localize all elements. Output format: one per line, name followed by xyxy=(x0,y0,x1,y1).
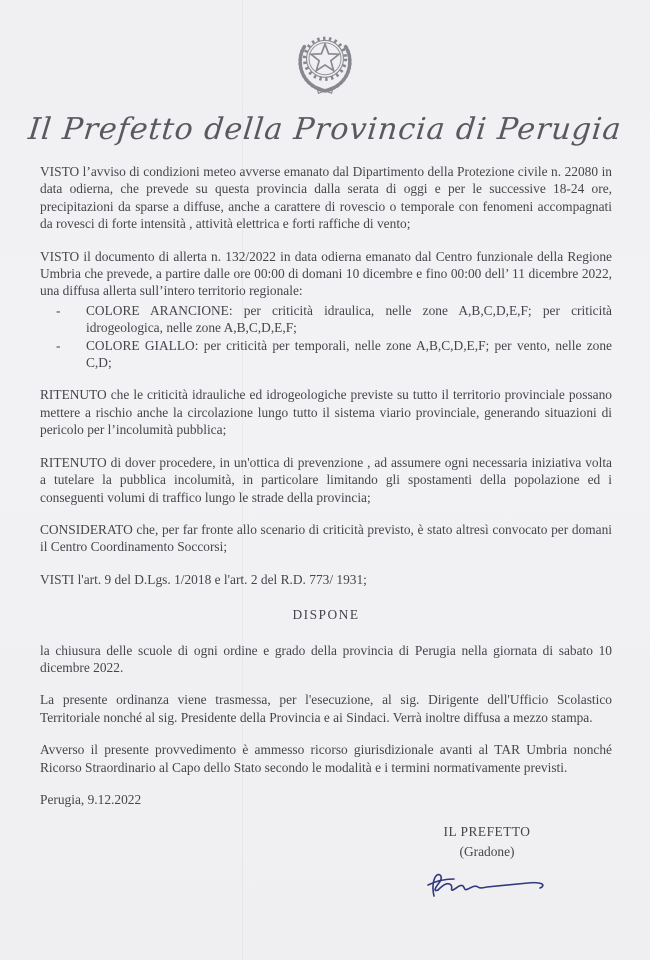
paragraph-visto-avviso: VISTO l’avviso di condizioni meteo avverse emanato dal Dipartimento della Protezione civile n. 22080 in data odierna, che prevede su questa provincia dalla serata di oggi e per le successive 18-24 ore, precipitazioni da sparse a diffuse, anche a carattere di rovescio o temporale con fenomeni accompagnati da rovesci di forte intensità , attività elettrica e forti raffiche di vento; xyxy=(40,164,612,232)
paragraph-visti: VISTI l'art. 9 del D.Lgs. 1/2018 e l'art. 2 del R.D. 773/ 1931; xyxy=(40,571,367,587)
letterhead-title: Il Prefetto della Provincia di Perugia xyxy=(26,112,624,147)
list-item-colore-arancione xyxy=(40,302,612,337)
list-dash-marker: - xyxy=(56,302,61,318)
paragraph-considerato: CONSIDERATO che, per far fronte allo scenario di criticità previsto, è stato altresì convocato per domani il Centro Coordinamento Soccorsi; xyxy=(40,521,612,555)
italian-republic-emblem-icon xyxy=(283,26,367,108)
paragraph-ritenuto-1: RITENUTO che le criticità idrauliche ed idrogeologiche previste su tutto il territorio provinciale possano mettere a rischio anche la circolazione lungo tutto il sistema viario provinciale, generando situazioni di pericolo per l’incolumità pubblica; xyxy=(40,387,612,438)
list-item-text: COLORE GIALLO: per criticità per temporali, nelle zone A,B,C,D,E,F; per vento, nelle zone C,D; xyxy=(86,337,612,371)
paragraph-disposizione: la chiusura delle scuole di ogni ordine e grado della provincia di Perugia nella giornata di sabato 10 dicembre 2022. xyxy=(40,642,612,675)
paragraph-visto-allerta: VISTO il documento di allerta n. 132/2022 in data odierna emanato dal Centro funzionale della Regione Umbria che prevede, a partire dalle ore 00:00 di domani 10 dicembre e fino 00:00 dell’ 11 dicembre 2022, una diffusa allerta sull’intero territorio regionale: xyxy=(40,248,612,299)
paragraph-ritenuto-2: RITENUTO di dover procedere, in un'ottica di prevenzione , ad assumere ogni necessaria iniziativa volta a tutelare la pubblica incolumità, in particolare limitando gli spostamenti della popolazione ed i conseguenti volumi di traffico lungo le strade della provincia; xyxy=(40,454,612,505)
signatory-role: IL PREFETTO xyxy=(443,824,531,840)
handwritten-signature-icon xyxy=(406,866,582,910)
list-dash-marker: - xyxy=(56,337,61,353)
paragraph-trasmissione: La presente ordinanza viene trasmessa, per l'esecuzione, al sig. Dirigente dell'Ufficio Scolastico Territoriale nonché al sig. Presidente della Provincia e ai Sindaci. Verrà inoltre diffusa a mezzo stampa. xyxy=(40,692,612,725)
list-item-text: COLORE ARANCIONE: per criticità idraulica, nelle zone A,B,C,D,E,F; per criticità idrogeologica, nelle zone A,B,C,D,E,F; xyxy=(86,302,612,336)
paragraph-ricorso: Avverso il presente provvedimento è ammesso ricorso giurisdizionale avanti al TAR Umbria nonché Ricorso Straordinario al Capo dello Stato secondo le modalità e i termini normativamente previsti. xyxy=(40,742,612,775)
place-date: Perugia, 9.12.2022 xyxy=(40,791,142,807)
dispone-heading: DISPONE xyxy=(292,607,360,623)
document-body xyxy=(0,147,650,911)
allerta-list xyxy=(40,302,612,372)
signature-block xyxy=(392,823,582,910)
signatory-name: (Gradone) xyxy=(459,843,515,859)
list-item-colore-giallo xyxy=(40,337,612,372)
